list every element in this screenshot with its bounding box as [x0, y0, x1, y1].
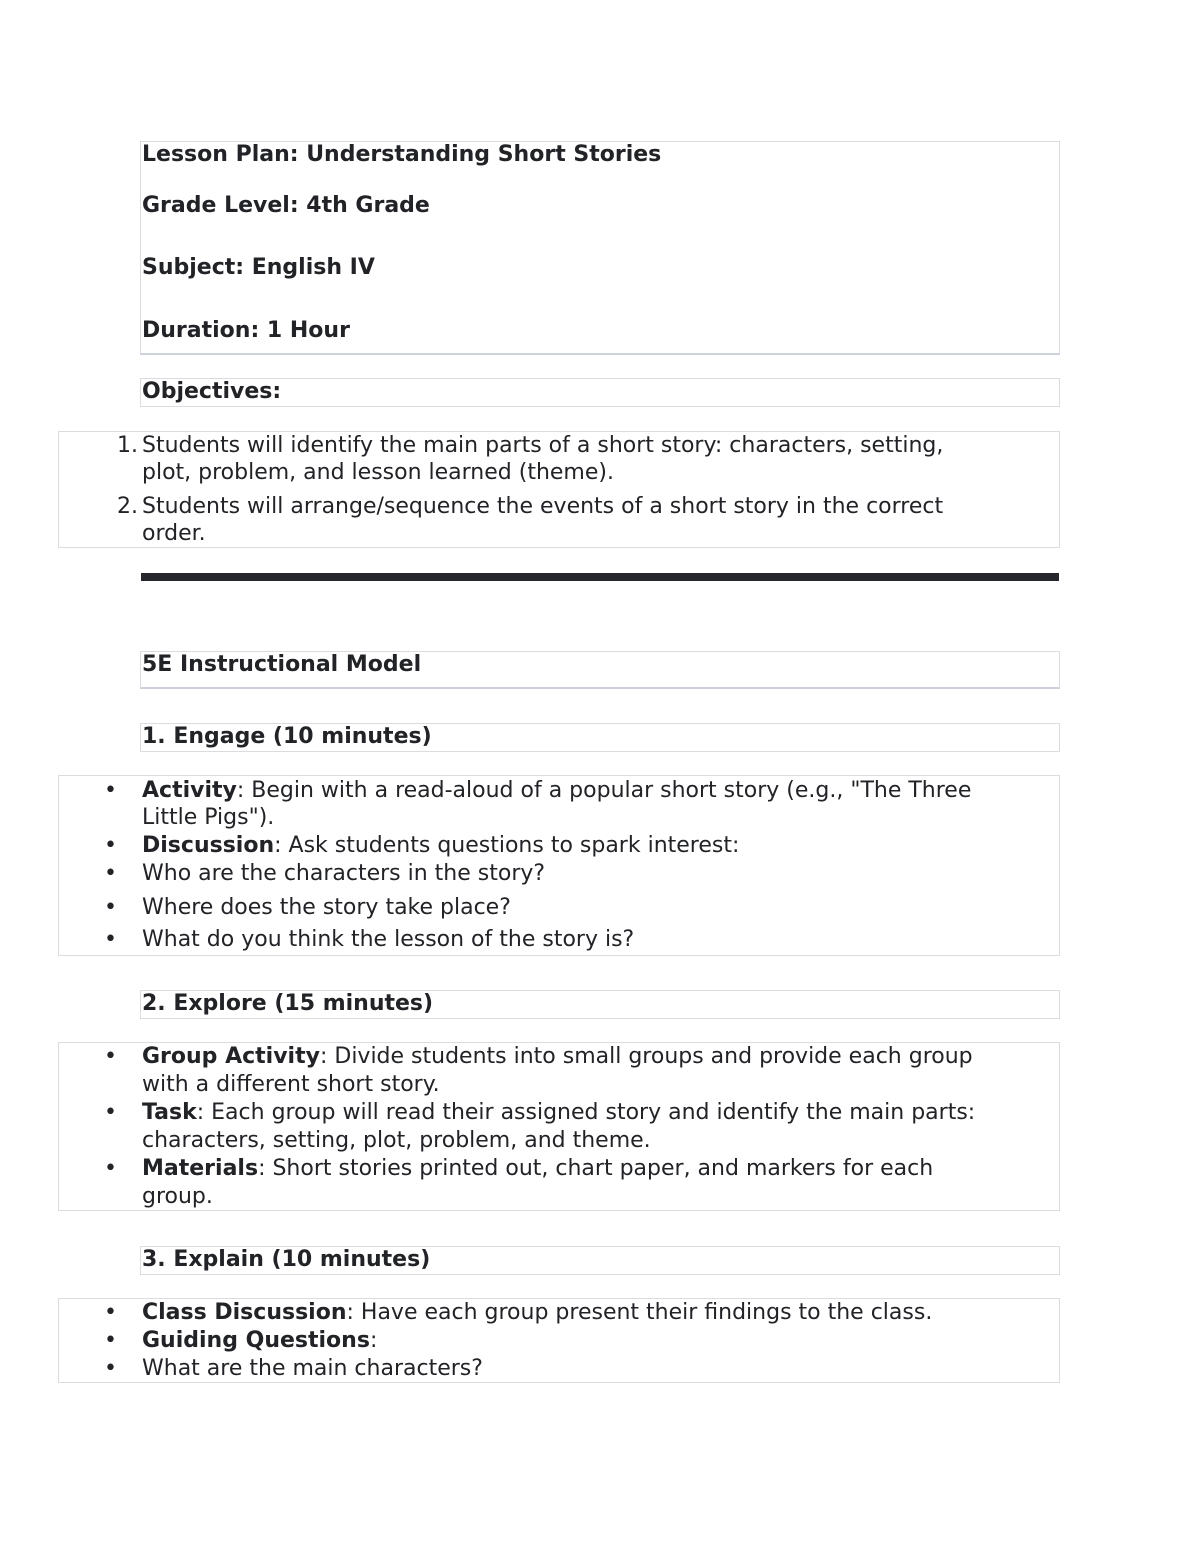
item-text: with a different short story.: [142, 1072, 440, 1097]
objective-text-line: Students will identify the main parts of a short story: characters, setting,: [142, 433, 944, 458]
list-item: [58, 1099, 1060, 1155]
model-heading: 5E Instructional Model: [142, 652, 422, 677]
item-text: : Ask students questions to spark interest:: [274, 833, 740, 858]
grade-level: Grade Level: 4th Grade: [142, 193, 430, 218]
bullet: •: [104, 778, 117, 803]
bullet: •: [104, 1328, 117, 1353]
duration: Duration: 1 Hour: [142, 318, 350, 343]
bullet: •: [104, 1044, 117, 1069]
objectives-heading: Objectives:: [142, 379, 282, 404]
objective-item: [58, 432, 1060, 486]
list-item: [58, 860, 1060, 887]
list-item: [58, 832, 1060, 859]
list-item: [58, 1327, 1060, 1355]
item-text: What do you think the lesson of the story is?: [142, 927, 635, 952]
list-item: [58, 1043, 1060, 1099]
item-label: Task: [142, 1100, 197, 1125]
objective-item: [58, 493, 1060, 547]
explain-heading: 3. Explain (10 minutes): [142, 1247, 431, 1272]
list-item: [58, 894, 1060, 921]
item-text: group.: [142, 1184, 213, 1209]
objective-text-line: order.: [142, 521, 206, 546]
bullet: •: [104, 1100, 117, 1125]
item-text: : Have each group present their findings to the class.: [346, 1300, 933, 1325]
item-text: Little Pigs").: [142, 805, 275, 830]
list-item: [58, 777, 1060, 831]
item-label: Materials: [142, 1156, 259, 1181]
item-label: Class Discussion: [142, 1300, 347, 1325]
item-label: Guiding Questions: [142, 1328, 370, 1353]
list-item: [58, 1155, 1060, 1211]
bullet: •: [104, 833, 117, 858]
engage-heading: 1. Engage (10 minutes): [142, 724, 432, 749]
objective-text-line: plot, problem, and lesson learned (theme).: [142, 460, 614, 485]
item-text: : Short stories printed out, chart paper, and markers for each: [258, 1156, 934, 1181]
list-item: [58, 1299, 1060, 1327]
explore-heading: 2. Explore (15 minutes): [142, 991, 434, 1016]
bullet: •: [104, 895, 117, 920]
bullet: •: [104, 861, 117, 886]
item-text: : Begin with a read-aloud of a popular short story (e.g., "The Three: [236, 778, 972, 803]
explore-list: [58, 1043, 1060, 1211]
list-item: [58, 926, 1060, 953]
explain-list: [58, 1299, 1060, 1383]
bullet: •: [104, 1300, 117, 1325]
bullet: •: [104, 1356, 117, 1381]
item-text: Where does the story take place?: [142, 895, 511, 920]
item-text: What are the main characters?: [142, 1356, 483, 1381]
bullet: •: [104, 1156, 117, 1181]
objective-text-line: Students will arrange/sequence the events of a short story in the correct: [142, 494, 944, 519]
item-label: Discussion: [142, 833, 275, 858]
item-label: Activity: [142, 778, 237, 803]
lesson-title: Lesson Plan: Understanding Short Stories: [142, 142, 662, 167]
horizontal-rule: [141, 573, 1059, 581]
item-text: characters, setting, plot, problem, and theme.: [142, 1128, 651, 1153]
item-text: Who are the characters in the story?: [142, 861, 546, 886]
subject: Subject: English IV: [142, 255, 375, 280]
item-text: : Divide students into small groups and provide each group: [319, 1044, 973, 1069]
bullet: •: [104, 927, 117, 952]
list-number: 2.: [117, 494, 138, 519]
item-label: Group Activity: [142, 1044, 320, 1069]
list-number: 1.: [117, 433, 138, 458]
item-text: : Each group will read their assigned story and identify the main parts:: [196, 1100, 976, 1125]
engage-list: [58, 777, 1060, 953]
objectives-list: [58, 432, 1060, 547]
list-item: [58, 1355, 1060, 1383]
item-text: :: [369, 1328, 378, 1353]
